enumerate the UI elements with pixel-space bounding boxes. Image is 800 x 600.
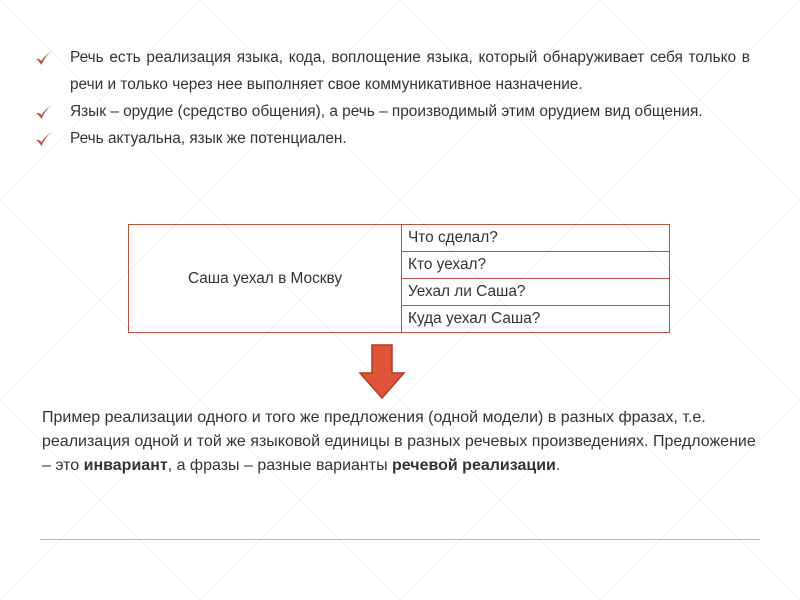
summary-bold-term: инвариант xyxy=(83,457,168,474)
summary-bold-term: речевой реализации xyxy=(392,457,556,474)
question-cell: Кто уехал? xyxy=(402,252,670,279)
checkmark-icon xyxy=(34,129,54,149)
bullet-item xyxy=(34,125,750,152)
summary-paragraph xyxy=(42,406,762,478)
summary-text: , а фразы – разные варианты xyxy=(167,457,393,474)
summary-text: Пример реализации одного и того же предложения (одной модели) в разных фразах, т.е. реализация одной и той же языковой единицы в разных речевых произведениях. Предложение – это xyxy=(42,409,756,474)
bullet-item xyxy=(34,98,750,125)
table-row xyxy=(129,225,670,252)
checkmark-icon xyxy=(34,102,54,122)
bullet-list xyxy=(34,44,750,152)
bullet-item xyxy=(34,44,750,98)
bullet-text: Язык – орудие (средство общения), а речь – производимый этим орудием вид общения. xyxy=(70,103,703,120)
divider-line xyxy=(40,539,760,540)
summary-text: . xyxy=(555,457,561,474)
bullet-text: Речь есть реализация языка, кода, воплощение языка, который обнаруживает себя только в речи и только через нее выполняет свое коммуникативное назначение. xyxy=(70,49,750,93)
down-arrow-icon xyxy=(358,344,406,400)
question-cell: Уехал ли Саша? xyxy=(402,279,670,306)
question-cell: Что сделал? xyxy=(402,225,670,252)
sentence-cell: Саша уехал в Москву xyxy=(129,225,402,333)
checkmark-icon xyxy=(34,48,54,68)
bullet-text: Речь актуальна, язык же потенциален. xyxy=(70,130,347,147)
question-cell: Куда уехал Саша? xyxy=(402,306,670,333)
example-table xyxy=(128,224,670,333)
